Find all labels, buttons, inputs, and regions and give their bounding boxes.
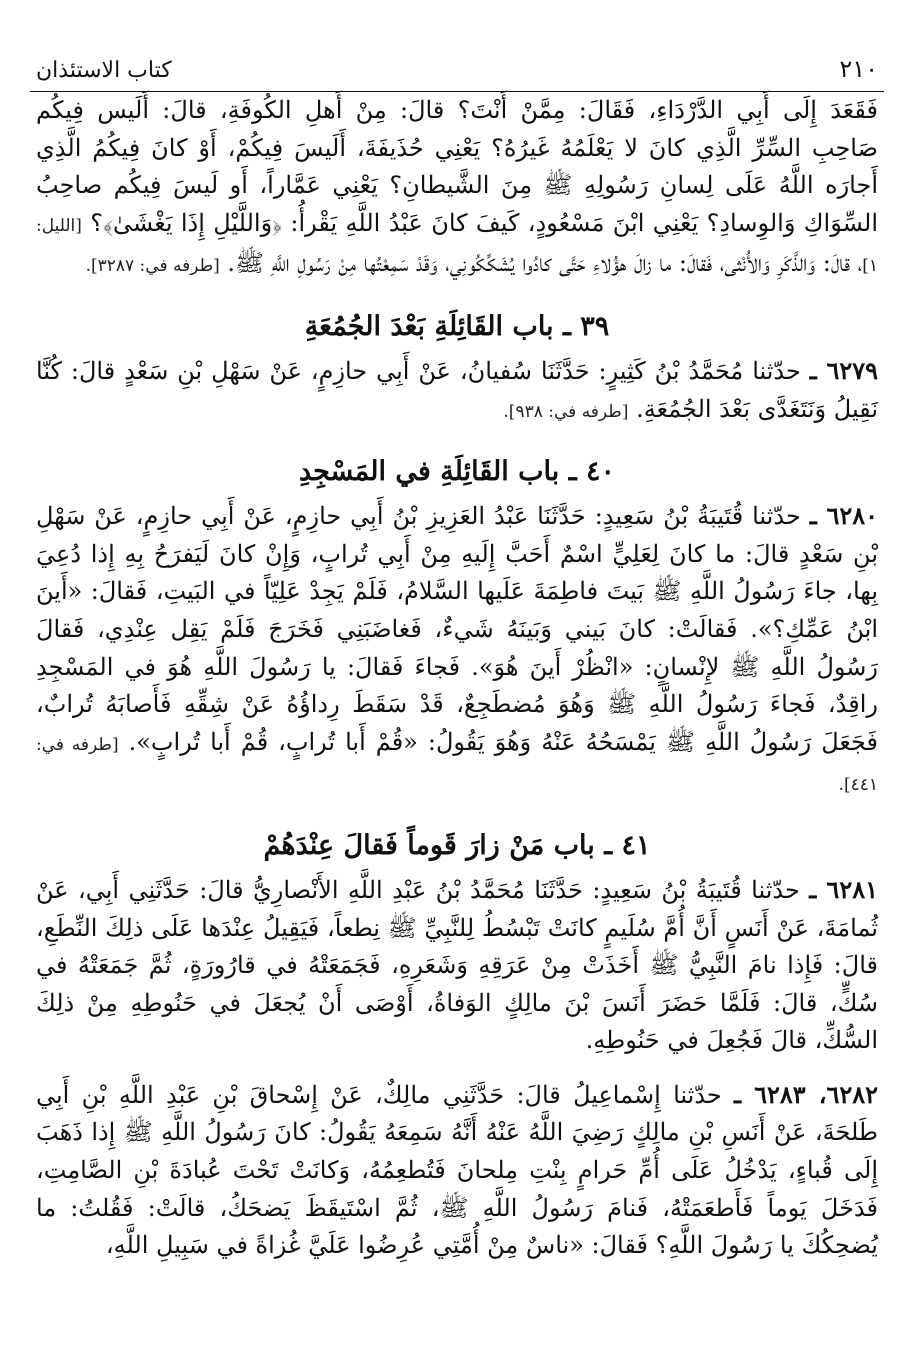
chapter-title-40: باب القَائِلَةِ في المَسْجِدِ — [298, 456, 560, 488]
chapter-number-41: ٤١ ـ — [604, 829, 651, 861]
intro-text: فَقَعَدَ إِلَى أَبِي الدَّرْدَاءِ، فَقَالَ: مِمَّنْ أَنْتَ؟ قالَ: مِنْ أَهلِ الكُوفَةِ، قالَ: أَلَيس فِيكُم صَاحِبِ السِّرِّ الَّذِي كانَ لا يَعْلَمُهُ غَيرُهُ؟ يَعْنِي حُذَيفَةَ، أَلَيسَ فِيكُمْ، أَوْ كانَ فِيكُمُ الَّذِي أَجارَه اللَّهُ عَلَى لِسانِ رَسُولِهِ ﷺ مِنَ الشَّيطانِ؟ يَعْنِي عَمَّاراً، أَو لَيسَ فِيكُم صاحِبُ السِّوَاكِ وَالوِسادِ؟ يَعْنِي ابْنَ مَسْعُودٍ، كَيفَ كانَ عَبْدُ اللَّهِ يَقْرأُ: ﴿وَاللَّيْلِ إِذَا يَغْشَىٰ﴾؟ — [36, 96, 878, 237]
hadith-6279 — [36, 352, 878, 431]
chapter-title-39: باب القَائِلَةِ بَعْدَ الجُمُعَةِ — [304, 310, 554, 342]
quran-reference: [الليل: ١] — [36, 215, 878, 277]
cross-ref-6280: [طرفه في: ٤٤١]. — [36, 734, 878, 796]
paragraph-gap — [36, 1060, 878, 1076]
intro-paragraph — [36, 92, 878, 286]
chapter-number-39: ٣٩ ـ — [562, 310, 610, 342]
hadith-text-6281: حدّثنا قُتَيبَةُ بْنُ سَعِيدٍ: حَدَّثَنَا مُحَمَّدُ بْنُ عَبْدِ اللَّهِ الأَنْصارِيُّ قالَ: حَدَّثَنِي أَبِي، عَنْ ثُمامَةَ، عَنْ أَنَسٍ أَنَّ أُمَّ سُلَيمٍ كانَتْ تَبْسُطُ لِلنَّبِيِّ ﷺ نِطعاً، فَيَقِيلُ عِنْدَها عَلَى ذلِكَ النِّطَعِ، قالَ: فَإِذا نامَ النَّبِيُّ ﷺ أَخَذَتْ مِنْ عَرَقِهِ وَشَعَرِهِ، فَجَمَعَتْهُ في قارُورَةٍ، ثُمَّ جَمَعَتْهُ في سُكٍّ، قالَ: فَلَمَّا حَضَرَ أَنَسَ بْنَ مالِكٍ الوَفاةُ، أَوْصَى أَنْ يُجعَلَ في حَنُوطِهِ مِنْ ذلِكَ السُّكِّ، قالَ فَجُعِلَ في حَنُوطِهِ. — [36, 875, 878, 1055]
cross-ref-6279: [طرفه في: ٩٣٨]. — [503, 401, 629, 422]
chapter-heading-40 — [36, 453, 878, 491]
chapter-heading-39 — [36, 308, 878, 346]
hadith-text-6280: حدّثنا قُتَيبَةُ بْنُ سَعِيدٍ: حَدَّثَنَا عَبْدُ العَزِيزِ بْنُ أَبِي حازِمٍ، عَنْ أَبِي حازِمٍ، عَنْ سَهْلِ بْنِ سَعْدٍ قالَ: ما كانَ لِعَلِيٍّ اسْمٌ أَحَبَّ إِلَيهِ مِنْ أَبِي تُرابٍ، وَإِنْ كانَ لَيَفرَحُ بِهِ إِذا دُعِيَ بِها، جاءَ رَسُولُ اللَّهِ ﷺ بَيتَ فاطِمَةَ عَلَيها السَّلامُ، فَلَمْ يَجِدْ عَلِيّاً في البَيتِ، فَقالَ: «أَينَ ابْنُ عَمِّكِ؟». فَقالَتْ: كانَ بَيني وَبَينَهُ شَيءٌ، فَغاضَبَنِي فَخَرَجَ فَلَمْ يَقِل عِنْدِي، فَقالَ رَسُولُ اللَّهِ ﷺ لإِنْسانٍ: «انْظُرْ أَينَ هُوَ». فَجاءَ فَقالَ: يا رَسُولَ اللَّهِ هُوَ في المَسْجِدِ راقِدٌ، فَجاءَ رَسُولُ اللَّهِ ﷺ وَهُوَ مُضطَجِعٌ، قَدْ سَقَطَ رِداؤُهُ عَنْ شِقِّهِ فَأَصابَهُ تُرابٌ، فَجَعَلَ رَسُولُ اللَّهِ ﷺ يَمْسَحُهُ عَنْهُ وَهُوَ يَقُولُ: «قُمْ أَبا تُرابٍ، قُمْ أَبا تُرابٍ». — [36, 502, 879, 756]
page-number: ٢١٠ — [839, 55, 878, 83]
hadith-6280 — [36, 497, 878, 805]
hadith-number-6281: ٦٢٨١ ـ — [809, 874, 878, 904]
hadith-text-6282-6283: حدّثنا إِسْماعِيلُ قالَ: حَدَّثَنِي مالِكٌ، عَنْ إِسْحاقَ بْنِ عَبْدِ اللَّهِ بْنِ أَبِي طَلحَةَ، عَنْ أَنَسِ بْنِ مالِكٍ رَضِيَ اللَّهُ عَنْهُ أَنَّهُ سَمِعَهُ يَقُولُ: كانَ رَسُولُ اللَّهِ ﷺ إِذا ذَهَبَ إِلَى قُباءٍ، يَدْخُلُ عَلَى أُمِّ حَرامٍ بِنْتِ مِلحانَ فَتُطعِمُهُ، وَكانَتْ تَحْتَ عُبادَةَ بْنِ الصَّامِتِ، فَدَخَلَ يَوماً فَأَطعَمَتْهُ، فَنامَ رَسُولُ اللَّهِ ﷺ، ثُمَّ اسْتَيقَظَ يَضحَكُ، قالَتْ: فَقُلتُ: ما يُضحِكُكَ يا رَسُولَ اللَّهِ؟ فَقالَ: «ناسٌ مِنْ أُمَّتِي عُرِضُوا عَلَيَّ غُزاةً في سَبِيلِ اللَّهِ، — [36, 1080, 878, 1260]
book-title: كتاب الاستئذان — [36, 58, 172, 83]
hadith-text-6279: حدّثنا مُحَمَّدُ بْنُ كَثِيرٍ: حَدَّثَنَا سُفيانُ، عَنْ أَبِي حازِمٍ، عَنْ سَهْلِ بْنِ سَعْدٍ قالَ: كُنَّا نَقِيلُ وَنَتَغَدَّى بَعْدَ الجُمُعَةِ. — [36, 356, 878, 423]
hadith-6281 — [36, 871, 878, 1060]
hadith-number-6279: ٦٢٧٩ ـ — [809, 355, 878, 385]
hadith-number-6280: ٦٢٨٠ ـ — [809, 501, 878, 531]
hadith-number-6282-6283: ٦٢٨٢، ٦٢٨٣ ـ — [734, 1079, 879, 1109]
intro-cross-ref: [طرفه في: ٣٢٨٧]. — [85, 256, 220, 277]
chapter-number-40: ٤٠ ـ — [568, 456, 616, 488]
hadith-6282-6283 — [36, 1076, 878, 1265]
chapter-title-41: باب مَنْ زارَ قَوماً فَقالَ عِنْدَهُمْ — [263, 829, 595, 861]
running-head — [30, 44, 884, 92]
page-content — [30, 92, 884, 1265]
chapter-heading-41 — [36, 827, 878, 865]
intro-text-after: ، قالَ: وَالذَّكَرِ وَالأُنْثى، فَقالَ: ما زالَ هؤُلاءِ حَتَّى كادُوا يُشَكِّكُونِي، وَقَدْ سَمِعْتُها مِنْ رَسُولِ اللَّهِ ﷺ. — [227, 249, 863, 278]
